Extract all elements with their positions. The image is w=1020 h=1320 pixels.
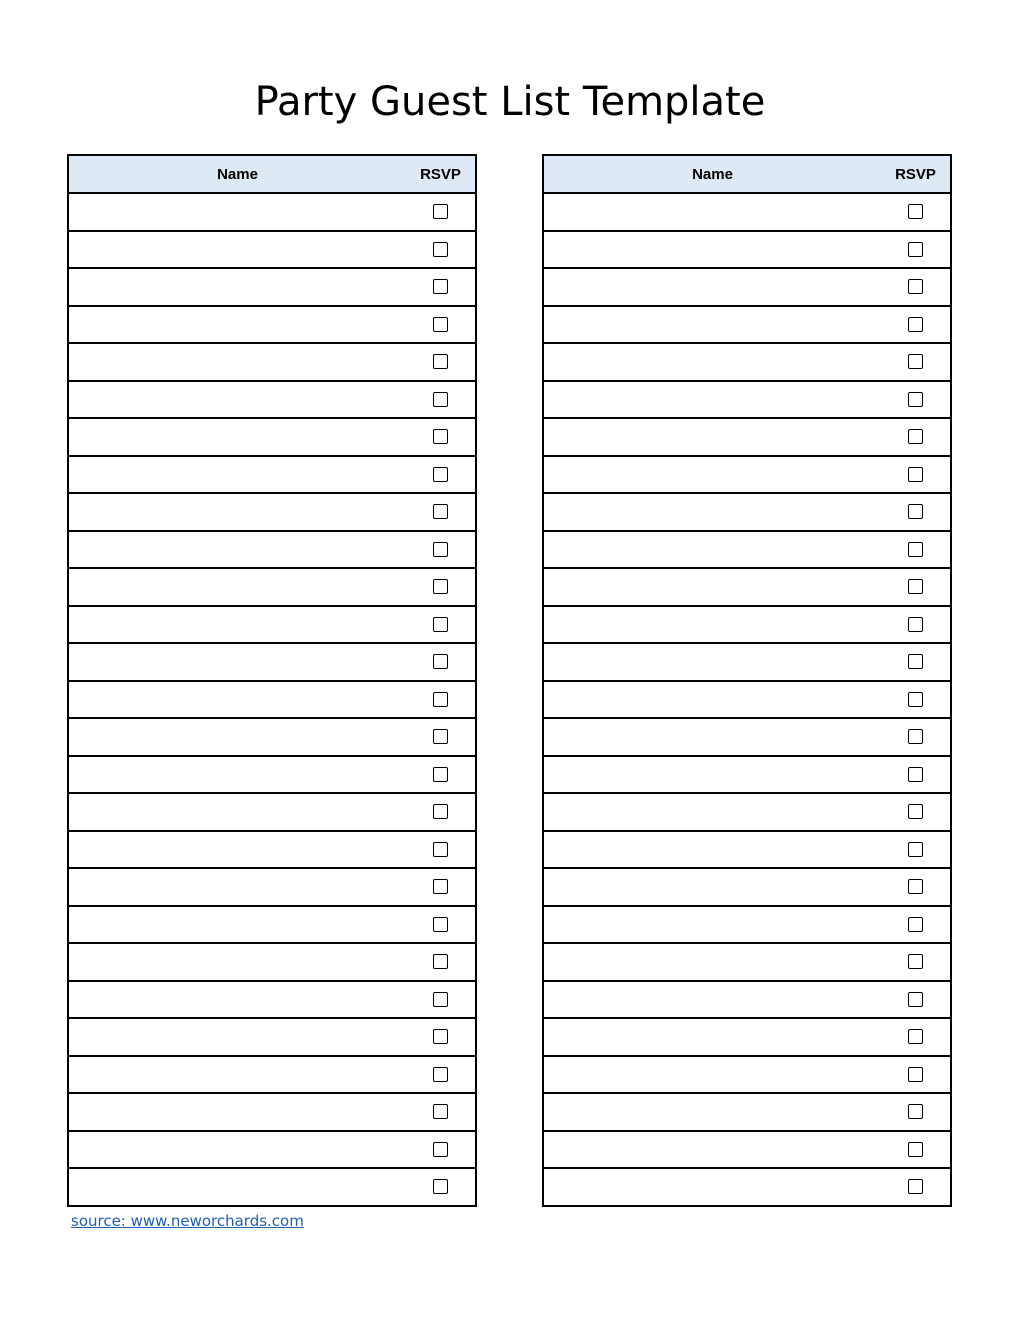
- rsvp-checkbox-icon[interactable]: [908, 654, 923, 669]
- guest-name-cell[interactable]: [68, 231, 406, 269]
- table-row: [543, 756, 951, 794]
- table-row: [68, 493, 476, 531]
- table-row: [543, 606, 951, 644]
- rsvp-checkbox-icon[interactable]: [908, 804, 923, 819]
- guest-name-cell[interactable]: [543, 643, 881, 681]
- guest-name-cell[interactable]: [68, 756, 406, 794]
- rsvp-checkbox-icon[interactable]: [908, 842, 923, 857]
- rsvp-cell: [881, 531, 951, 569]
- rsvp-cell: [406, 606, 476, 644]
- rsvp-checkbox-icon[interactable]: [433, 1179, 448, 1194]
- guest-name-cell[interactable]: [543, 231, 881, 269]
- table-row: [68, 418, 476, 456]
- table-row: [543, 193, 951, 231]
- name-column-header: Name: [68, 155, 406, 193]
- guest-name-cell[interactable]: [543, 306, 881, 344]
- table-row: [543, 868, 951, 906]
- rsvp-cell: [881, 756, 951, 794]
- table-row: [68, 568, 476, 606]
- rsvp-checkbox-icon[interactable]: [908, 392, 923, 407]
- rsvp-checkbox-icon[interactable]: [433, 917, 448, 932]
- rsvp-checkbox-icon[interactable]: [433, 617, 448, 632]
- table-row: [543, 568, 951, 606]
- rsvp-checkbox-icon[interactable]: [433, 317, 448, 332]
- rsvp-checkbox-icon[interactable]: [433, 467, 448, 482]
- rsvp-cell: [881, 793, 951, 831]
- table-row: [68, 531, 476, 569]
- table-row: [68, 681, 476, 719]
- rsvp-checkbox-icon[interactable]: [908, 1029, 923, 1044]
- table-row: [543, 793, 951, 831]
- rsvp-checkbox-icon[interactable]: [908, 542, 923, 557]
- rsvp-checkbox-icon[interactable]: [908, 617, 923, 632]
- guest-name-cell[interactable]: [543, 981, 881, 1019]
- guest-name-cell[interactable]: [543, 268, 881, 306]
- rsvp-checkbox-icon[interactable]: [908, 429, 923, 444]
- rsvp-cell: [406, 381, 476, 419]
- guest-name-cell[interactable]: [68, 381, 406, 419]
- rsvp-checkbox-icon[interactable]: [908, 279, 923, 294]
- rsvp-cell: [881, 306, 951, 344]
- table-row: [68, 1056, 476, 1094]
- rsvp-checkbox-icon[interactable]: [433, 242, 448, 257]
- page-title: Party Guest List Template: [254, 79, 766, 125]
- rsvp-checkbox-icon[interactable]: [433, 279, 448, 294]
- rsvp-cell: [881, 1093, 951, 1131]
- guest-name-cell[interactable]: [68, 1093, 406, 1131]
- table-row: [68, 306, 476, 344]
- rsvp-cell: [406, 306, 476, 344]
- table-row: [68, 831, 476, 869]
- table-row: [543, 981, 951, 1019]
- rsvp-cell: [881, 1018, 951, 1056]
- rsvp-checkbox-icon[interactable]: [908, 1142, 923, 1157]
- rsvp-checkbox-icon[interactable]: [433, 579, 448, 594]
- rsvp-checkbox-icon[interactable]: [433, 804, 448, 819]
- table-row: [68, 381, 476, 419]
- name-column-header: Name: [543, 155, 881, 193]
- table-row: [68, 868, 476, 906]
- table-row: [68, 793, 476, 831]
- table-row: [543, 943, 951, 981]
- table-row: [68, 231, 476, 269]
- rsvp-checkbox-icon[interactable]: [908, 1104, 923, 1119]
- rsvp-cell: [406, 1056, 476, 1094]
- guest-name-cell[interactable]: [68, 343, 406, 381]
- rsvp-cell: [406, 343, 476, 381]
- rsvp-checkbox-icon[interactable]: [433, 992, 448, 1007]
- rsvp-checkbox-icon[interactable]: [908, 354, 923, 369]
- rsvp-cell: [406, 193, 476, 231]
- rsvp-cell: [406, 793, 476, 831]
- table-row: [543, 1018, 951, 1056]
- guest-name-cell[interactable]: [543, 531, 881, 569]
- rsvp-checkbox-icon[interactable]: [908, 879, 923, 894]
- rsvp-cell: [406, 568, 476, 606]
- rsvp-checkbox-icon[interactable]: [908, 1179, 923, 1194]
- table-row: [543, 456, 951, 494]
- table-row: [68, 193, 476, 231]
- guest-name-cell[interactable]: [68, 493, 406, 531]
- guest-name-cell[interactable]: [543, 718, 881, 756]
- table-row: [68, 1168, 476, 1206]
- rsvp-cell: [406, 943, 476, 981]
- rsvp-checkbox-icon[interactable]: [433, 392, 448, 407]
- rsvp-cell: [881, 456, 951, 494]
- table-row: [543, 531, 951, 569]
- rsvp-cell: [406, 681, 476, 719]
- table-row: [543, 1131, 951, 1169]
- guest-name-cell[interactable]: [543, 1168, 881, 1206]
- rsvp-cell: [881, 606, 951, 644]
- table-row: [543, 306, 951, 344]
- rsvp-cell: [406, 456, 476, 494]
- guest-name-cell[interactable]: [543, 1093, 881, 1131]
- rsvp-checkbox-icon[interactable]: [433, 1142, 448, 1157]
- rsvp-cell: [406, 868, 476, 906]
- table-row: [68, 718, 476, 756]
- table-row: [543, 343, 951, 381]
- guest-name-cell[interactable]: [68, 681, 406, 719]
- guest-name-cell[interactable]: [68, 268, 406, 306]
- guest-name-cell[interactable]: [543, 418, 881, 456]
- guest-name-cell[interactable]: [68, 718, 406, 756]
- source-link[interactable]: source: www.neworchards.com: [71, 1212, 304, 1230]
- guest-name-cell[interactable]: [543, 381, 881, 419]
- rsvp-checkbox-icon[interactable]: [433, 504, 448, 519]
- table-row: [543, 418, 951, 456]
- table-row: [543, 681, 951, 719]
- guest-name-cell[interactable]: [68, 1018, 406, 1056]
- table-row: [68, 943, 476, 981]
- rsvp-checkbox-icon[interactable]: [908, 504, 923, 519]
- guest-name-cell[interactable]: [543, 793, 881, 831]
- rsvp-checkbox-icon[interactable]: [908, 692, 923, 707]
- table-row: [543, 493, 951, 531]
- rsvp-cell: [881, 906, 951, 944]
- table-row: [543, 1056, 951, 1094]
- guest-name-cell[interactable]: [68, 943, 406, 981]
- rsvp-checkbox-icon[interactable]: [433, 429, 448, 444]
- table-row: [68, 643, 476, 681]
- rsvp-checkbox-icon[interactable]: [908, 242, 923, 257]
- table-row: [543, 718, 951, 756]
- table-row: [68, 1018, 476, 1056]
- table-row: [68, 1131, 476, 1169]
- guest-name-cell[interactable]: [543, 831, 881, 869]
- guest-name-cell[interactable]: [543, 1018, 881, 1056]
- rsvp-cell: [406, 756, 476, 794]
- guest-name-cell[interactable]: [68, 456, 406, 494]
- rsvp-checkbox-icon[interactable]: [433, 1067, 448, 1082]
- table-row: [68, 756, 476, 794]
- rsvp-cell: [881, 868, 951, 906]
- guest-name-cell[interactable]: [543, 493, 881, 531]
- rsvp-cell: [881, 1131, 951, 1169]
- guest-name-cell[interactable]: [68, 531, 406, 569]
- guest-name-cell[interactable]: [543, 1056, 881, 1094]
- rsvp-cell: [406, 531, 476, 569]
- guest-name-cell[interactable]: [543, 1131, 881, 1169]
- rsvp-cell: [881, 681, 951, 719]
- rsvp-checkbox-icon[interactable]: [433, 354, 448, 369]
- table-row: [543, 231, 951, 269]
- guest-list-table-left: [67, 154, 477, 1207]
- rsvp-checkbox-icon[interactable]: [433, 1029, 448, 1044]
- rsvp-cell: [406, 1131, 476, 1169]
- guest-name-cell[interactable]: [68, 1168, 406, 1206]
- table-row: [543, 1093, 951, 1131]
- rsvp-cell: [406, 718, 476, 756]
- guest-name-cell[interactable]: [68, 568, 406, 606]
- table-row: [68, 981, 476, 1019]
- guest-name-cell[interactable]: [68, 906, 406, 944]
- rsvp-checkbox-icon[interactable]: [908, 954, 923, 969]
- table-row: [68, 268, 476, 306]
- rsvp-checkbox-icon[interactable]: [433, 842, 448, 857]
- rsvp-checkbox-icon[interactable]: [433, 1104, 448, 1119]
- table-row: [543, 1168, 951, 1206]
- table-row: [68, 343, 476, 381]
- rsvp-checkbox-icon[interactable]: [433, 954, 448, 969]
- guest-name-cell[interactable]: [68, 606, 406, 644]
- guest-name-cell[interactable]: [68, 1131, 406, 1169]
- guest-name-cell[interactable]: [68, 1056, 406, 1094]
- rsvp-cell: [881, 493, 951, 531]
- table-row: [68, 906, 476, 944]
- rsvp-checkbox-icon[interactable]: [433, 729, 448, 744]
- rsvp-cell: [881, 381, 951, 419]
- rsvp-column-header: RSVP: [406, 155, 476, 193]
- rsvp-checkbox-icon[interactable]: [908, 1067, 923, 1082]
- rsvp-checkbox-icon[interactable]: [908, 467, 923, 482]
- rsvp-cell: [881, 1168, 951, 1206]
- guest-name-cell[interactable]: [68, 831, 406, 869]
- guest-name-cell[interactable]: [68, 418, 406, 456]
- rsvp-column-header: RSVP: [881, 155, 951, 193]
- rsvp-checkbox-icon[interactable]: [908, 767, 923, 782]
- rsvp-cell: [406, 231, 476, 269]
- table-header-row: [543, 155, 951, 193]
- table-row: [68, 606, 476, 644]
- rsvp-checkbox-icon[interactable]: [433, 204, 448, 219]
- rsvp-cell: [881, 831, 951, 869]
- table-row: [68, 456, 476, 494]
- rsvp-checkbox-icon[interactable]: [908, 917, 923, 932]
- rsvp-cell: [406, 1093, 476, 1131]
- rsvp-cell: [881, 1056, 951, 1094]
- guest-name-cell[interactable]: [543, 681, 881, 719]
- rsvp-checkbox-icon[interactable]: [908, 579, 923, 594]
- guest-name-cell[interactable]: [68, 981, 406, 1019]
- rsvp-cell: [406, 493, 476, 531]
- guest-name-cell[interactable]: [543, 868, 881, 906]
- rsvp-cell: [881, 193, 951, 231]
- table-row: [543, 268, 951, 306]
- guest-list-table-right: [542, 154, 952, 1207]
- rsvp-checkbox-icon[interactable]: [433, 879, 448, 894]
- rsvp-checkbox-icon[interactable]: [908, 729, 923, 744]
- rsvp-cell: [881, 981, 951, 1019]
- rsvp-checkbox-icon[interactable]: [433, 654, 448, 669]
- rsvp-cell: [881, 718, 951, 756]
- rsvp-cell: [406, 831, 476, 869]
- table-row: [543, 906, 951, 944]
- rsvp-checkbox-icon[interactable]: [908, 317, 923, 332]
- rsvp-cell: [881, 568, 951, 606]
- rsvp-checkbox-icon[interactable]: [433, 767, 448, 782]
- rsvp-cell: [881, 418, 951, 456]
- rsvp-cell: [881, 943, 951, 981]
- guest-name-cell[interactable]: [68, 306, 406, 344]
- rsvp-checkbox-icon[interactable]: [433, 692, 448, 707]
- table-header-row: [68, 155, 476, 193]
- guest-name-cell[interactable]: [543, 568, 881, 606]
- rsvp-cell: [406, 1168, 476, 1206]
- table-row: [543, 381, 951, 419]
- rsvp-checkbox-icon[interactable]: [908, 992, 923, 1007]
- rsvp-cell: [406, 418, 476, 456]
- rsvp-cell: [406, 1018, 476, 1056]
- guest-name-cell[interactable]: [68, 643, 406, 681]
- guest-name-cell[interactable]: [68, 193, 406, 231]
- guest-name-cell[interactable]: [68, 868, 406, 906]
- table-row: [543, 831, 951, 869]
- rsvp-cell: [406, 981, 476, 1019]
- guest-name-cell[interactable]: [543, 756, 881, 794]
- guest-name-cell[interactable]: [543, 943, 881, 981]
- rsvp-cell: [406, 268, 476, 306]
- rsvp-cell: [881, 643, 951, 681]
- rsvp-cell: [881, 343, 951, 381]
- rsvp-cell: [406, 643, 476, 681]
- table-row: [543, 643, 951, 681]
- table-row: [68, 1093, 476, 1131]
- rsvp-cell: [406, 906, 476, 944]
- rsvp-cell: [881, 231, 951, 269]
- guest-name-cell[interactable]: [543, 193, 881, 231]
- rsvp-checkbox-icon[interactable]: [908, 204, 923, 219]
- guest-name-cell[interactable]: [543, 343, 881, 381]
- guest-name-cell[interactable]: [543, 606, 881, 644]
- rsvp-checkbox-icon[interactable]: [433, 542, 448, 557]
- rsvp-cell: [881, 268, 951, 306]
- guest-name-cell[interactable]: [68, 793, 406, 831]
- guest-name-cell[interactable]: [543, 906, 881, 944]
- guest-name-cell[interactable]: [543, 456, 881, 494]
